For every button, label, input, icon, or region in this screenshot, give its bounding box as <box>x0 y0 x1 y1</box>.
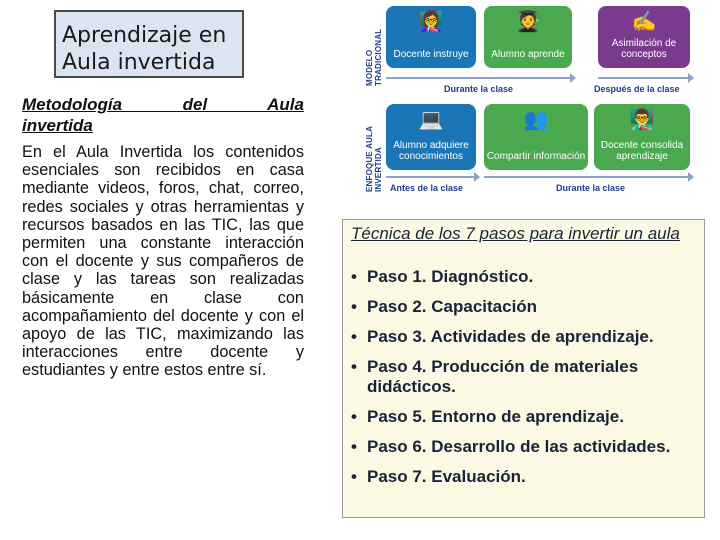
bullet: • <box>351 467 357 486</box>
title-line-2: Aula invertida <box>62 50 216 75</box>
steps-list <box>351 267 701 497</box>
card-docente-instruye <box>386 6 476 68</box>
bullet: • <box>351 357 357 376</box>
list-item <box>351 297 701 317</box>
phase-before-bottom: Antes de la clase <box>390 183 464 193</box>
title-box <box>54 10 244 78</box>
card-asimilacion-conceptos <box>598 6 690 68</box>
teacher-icon: 👩‍🏫 <box>418 11 444 33</box>
body-paragraph: En el Aula Invertida los contenidos esenciales son recibidos en casa mediante videos, foros, chat, correo, redes sociales y otras herramientas y recursos basados en las TIC, las que permiten una constante interacción con el docente y sus compañeros de clase y las tareas son realizadas básicamente en clase con acompañamiento del docente y con el apoyo de las TIC, maximizando las interacciones entre docente y estudiantes y entre estos entre sí. <box>22 143 304 380</box>
step-text: Paso 3. Actividades de aprendizaje. <box>367 327 654 346</box>
list-item <box>351 267 701 287</box>
step-text: Paso 2. Capacitación <box>367 297 538 316</box>
flipped-approach-label: ENFOQUE AULA INVERTIDA <box>365 126 383 192</box>
student-writing-icon: ✍ <box>631 11 657 33</box>
card-label: Docente consolida aprendizaje <box>600 140 684 162</box>
card-label: Alumno aprende <box>491 49 565 60</box>
card-alumno-adquiere <box>386 104 476 170</box>
list-item <box>351 357 701 397</box>
list-item <box>351 437 701 457</box>
phase-after-top: Después de la clase <box>594 84 680 94</box>
card-label: Docente instruye <box>393 49 469 60</box>
title-line-1: Aprendizaje en <box>62 23 227 48</box>
before-class-arrow <box>386 176 476 178</box>
phase-during-bottom: Durante la clase <box>556 183 626 193</box>
bullet: • <box>351 297 357 316</box>
card-label: Asimilación de conceptos <box>611 38 677 60</box>
subheading-line-1: Metodología del Aula <box>22 95 304 114</box>
card-alumno-aprende <box>484 6 572 68</box>
list-item <box>351 407 701 427</box>
teacher-student-icon: 👨‍🏫 <box>629 109 655 131</box>
seven-steps-box <box>342 219 705 518</box>
computer-student-icon: 💻 <box>418 109 444 131</box>
page-title <box>62 22 226 76</box>
during-class-arrow <box>386 77 572 79</box>
subheading-line-2: invertida <box>22 116 93 135</box>
list-item <box>351 467 701 487</box>
card-label: Alumno adquiere conocimientos <box>393 140 469 162</box>
student-icon: 🧑‍🎓 <box>515 11 541 33</box>
phase-during-top: Durante la clase <box>444 84 514 94</box>
step-text: Paso 6. Desarrollo de las actividades. <box>367 437 671 456</box>
card-docente-consolida <box>594 104 690 170</box>
list-item <box>351 327 701 347</box>
bullet: • <box>351 437 357 456</box>
steps-heading: Técnica de los 7 pasos para invertir un aula <box>351 224 680 243</box>
step-text: Paso 1. Diagnóstico. <box>367 267 534 286</box>
flipped-classroom-diagram <box>362 0 698 194</box>
after-class-arrow <box>598 77 690 79</box>
card-label: Compartir información <box>486 151 586 162</box>
step-text: Paso 5. Entorno de aprendizaje. <box>367 407 624 426</box>
bullet: • <box>351 407 357 426</box>
during-class-arrow-bottom <box>484 176 690 178</box>
group-icon: 👥 <box>523 109 549 131</box>
bullet: • <box>351 327 357 346</box>
step-text: Paso 4. Producción de materiales didácticos. <box>367 357 639 396</box>
traditional-model-label: MODELO TRADICIONAL <box>365 28 383 86</box>
card-compartir-informacion <box>484 104 588 170</box>
step-text: Paso 7. Evaluación. <box>367 467 526 486</box>
bullet: • <box>351 267 357 286</box>
